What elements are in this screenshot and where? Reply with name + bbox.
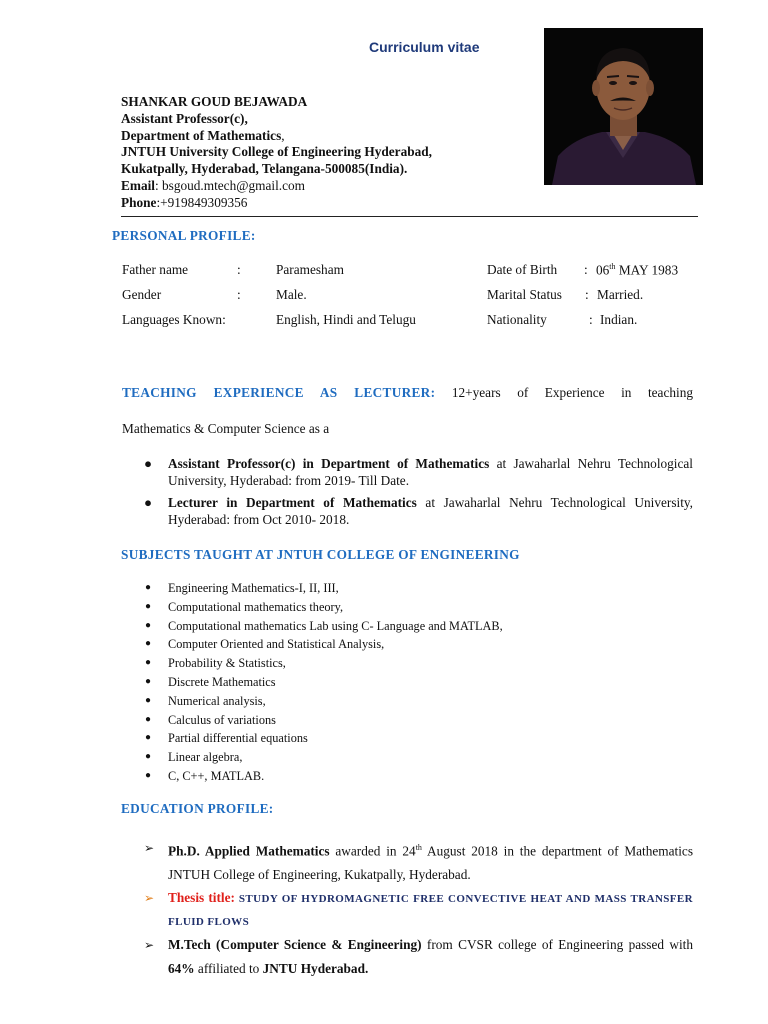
phone-label: Phone [121,194,157,210]
bullet-icon: ● [145,582,152,593]
phone-line [121,195,432,212]
subject-text: Computer Oriented and Statistical Analysis, [168,637,385,652]
education-list [144,836,694,981]
dob-colon: : [584,262,588,277]
email-line [121,178,432,195]
teaching-item-bold: Lecturer in Department of Mathematics [168,495,417,510]
subject-item [145,598,503,617]
mtech-degree: M.Tech (Computer Science & Engineering) [168,937,422,953]
bullet-icon: ● [145,657,152,669]
email-label: Email [121,177,155,193]
bullet-icon: ● [144,456,153,471]
dob-label: Date of Birth [487,262,558,277]
subject-text: Partial differential equations [168,731,308,746]
bullet-icon: ● [145,694,152,706]
subject-item [145,673,503,692]
teaching-item-rest: at Jawaharlal Nehru Technological University, Hyderabad: from Oct 2010- 2018. [168,495,693,527]
dob-value [596,262,678,278]
mtech-rest2: affiliated to [194,961,263,977]
thesis-label: Thesis title: [168,890,235,906]
subject-item [145,635,503,654]
subject-text: Calculus of variations [168,712,276,727]
subject-text: C, C++, MATLAB. [168,768,265,783]
bullet-icon: ● [144,495,153,510]
bullet-icon: ● [145,619,152,631]
profile-photo [544,28,703,185]
teaching-list [144,456,693,528]
bullet-icon: ● [145,732,152,744]
portrait-image [544,28,703,185]
teaching-intro-tail: 12+years of Experience in teaching [435,385,693,400]
cv-title: Curriculum vitae [369,39,480,55]
dob-day: 06 [596,262,610,278]
marital-colon: : [585,287,589,302]
education-item-phd [144,836,694,887]
bullet-icon: ● [145,769,152,781]
languages-label: Languages Known: [122,312,226,327]
teaching-item [144,456,693,489]
dob-rest: MAY 1983 [615,262,679,278]
contact-block [121,94,432,212]
subject-item [145,748,503,767]
phd-degree: Ph.D. Applied Mathematics [168,843,330,859]
subjects-heading: SUBJECTS TAUGHT AT JNTUH COLLEGE OF ENGINEERING [121,547,520,562]
arrow-bullet-icon: ➢ [144,938,155,953]
nationality-colon: : [589,312,593,327]
teaching-item-bold: Assistant Professor(c) in Department of Mathematics [168,456,490,471]
teaching-item [144,495,693,528]
candidate-name: SHANKAR GOUD BEJAWADA [121,94,308,109]
address: Kukatpally, Hyderabad, Telangana-500085(India). [121,161,408,177]
marital-value: Married. [597,287,644,302]
nationality-label: Nationality [487,312,547,327]
teaching-heading: TEACHING EXPERIENCE AS LECTURER: [122,385,436,400]
thesis-title: STUDY OF HYDROMAGNETIC FREE CONVECTIVE HEAT AND MASS TRANSFER FLUID FLOWS [168,893,694,929]
subject-text: Probability & Statistics, [168,656,286,671]
subject-text: Discrete Mathematics [168,674,276,689]
subject-text: Computational mathematics theory, [168,599,344,614]
subject-text: Linear algebra, [168,750,243,765]
mtech-percentage: 64% [168,961,195,977]
subject-item [145,617,503,636]
phone-value: :+919849309356 [156,194,248,210]
phd-sup: th [415,843,422,852]
subject-text: Engineering Mathematics-I, II, III, [168,581,339,595]
department: Department of Mathematics [121,127,282,143]
bullet-icon: ● [145,713,152,725]
mtech-rest1: from CVSR college of Engineering passed with [421,937,693,953]
teaching-item-rest: at Jawaharlal Nehru Technological University, Hyderabad: from 2019- Till Date. [168,456,693,488]
personal-profile-heading: PERSONAL PROFILE: [112,228,256,243]
subject-item [145,654,503,673]
subject-item [145,711,503,730]
nationality-value: Indian. [600,312,638,327]
phd-rest1: awarded in 24 [329,843,416,859]
mtech-university: JNTU Hyderabad. [262,961,369,977]
father-colon: : [237,262,241,277]
languages-value: English, Hindi and Telugu [276,312,416,327]
email-value[interactable]: : bsgoud.mtech@gmail.com [154,177,305,193]
marital-label: Marital Status [487,287,562,302]
subject-text: Computational mathematics Lab using C- Language and MATLAB, [168,618,503,633]
father-label: Father name [122,262,189,277]
phd-rest2: August 2018 in the department of Mathematics JNTUH College of Engineering, Kukatpally, Hyderabad. [168,843,694,883]
bullet-icon: ● [145,600,152,612]
department-line [121,128,432,145]
teaching-intro [122,385,693,401]
subject-text: Numerical analysis, [168,693,266,708]
subject-item [145,729,503,748]
gender-label: Gender [122,287,162,302]
department-suffix: , [281,127,285,143]
subject-item [145,767,503,786]
designation: Assistant Professor(c), [121,110,248,126]
education-item-mtech [144,933,693,981]
subject-item [145,692,503,711]
arrow-bullet-icon: ➢ [144,891,155,906]
institute: JNTUH University College of Engineering Hyderabad, [121,144,432,160]
education-item-thesis [144,887,694,933]
bullet-icon: ● [145,638,152,650]
subject-item [145,579,503,598]
header-divider [121,216,698,217]
teaching-intro-line2: Mathematics & Computer Science as a [122,421,330,436]
subjects-list [145,579,503,786]
father-value: Paramesham [276,262,344,277]
bullet-icon: ● [145,751,152,763]
dob-sup: th [609,262,616,271]
education-heading: EDUCATION PROFILE: [121,801,274,816]
gender-value: Male. [276,287,307,302]
bullet-icon: ● [145,675,152,687]
arrow-bullet-icon: ➢ [144,841,155,855]
gender-colon: : [237,287,241,302]
